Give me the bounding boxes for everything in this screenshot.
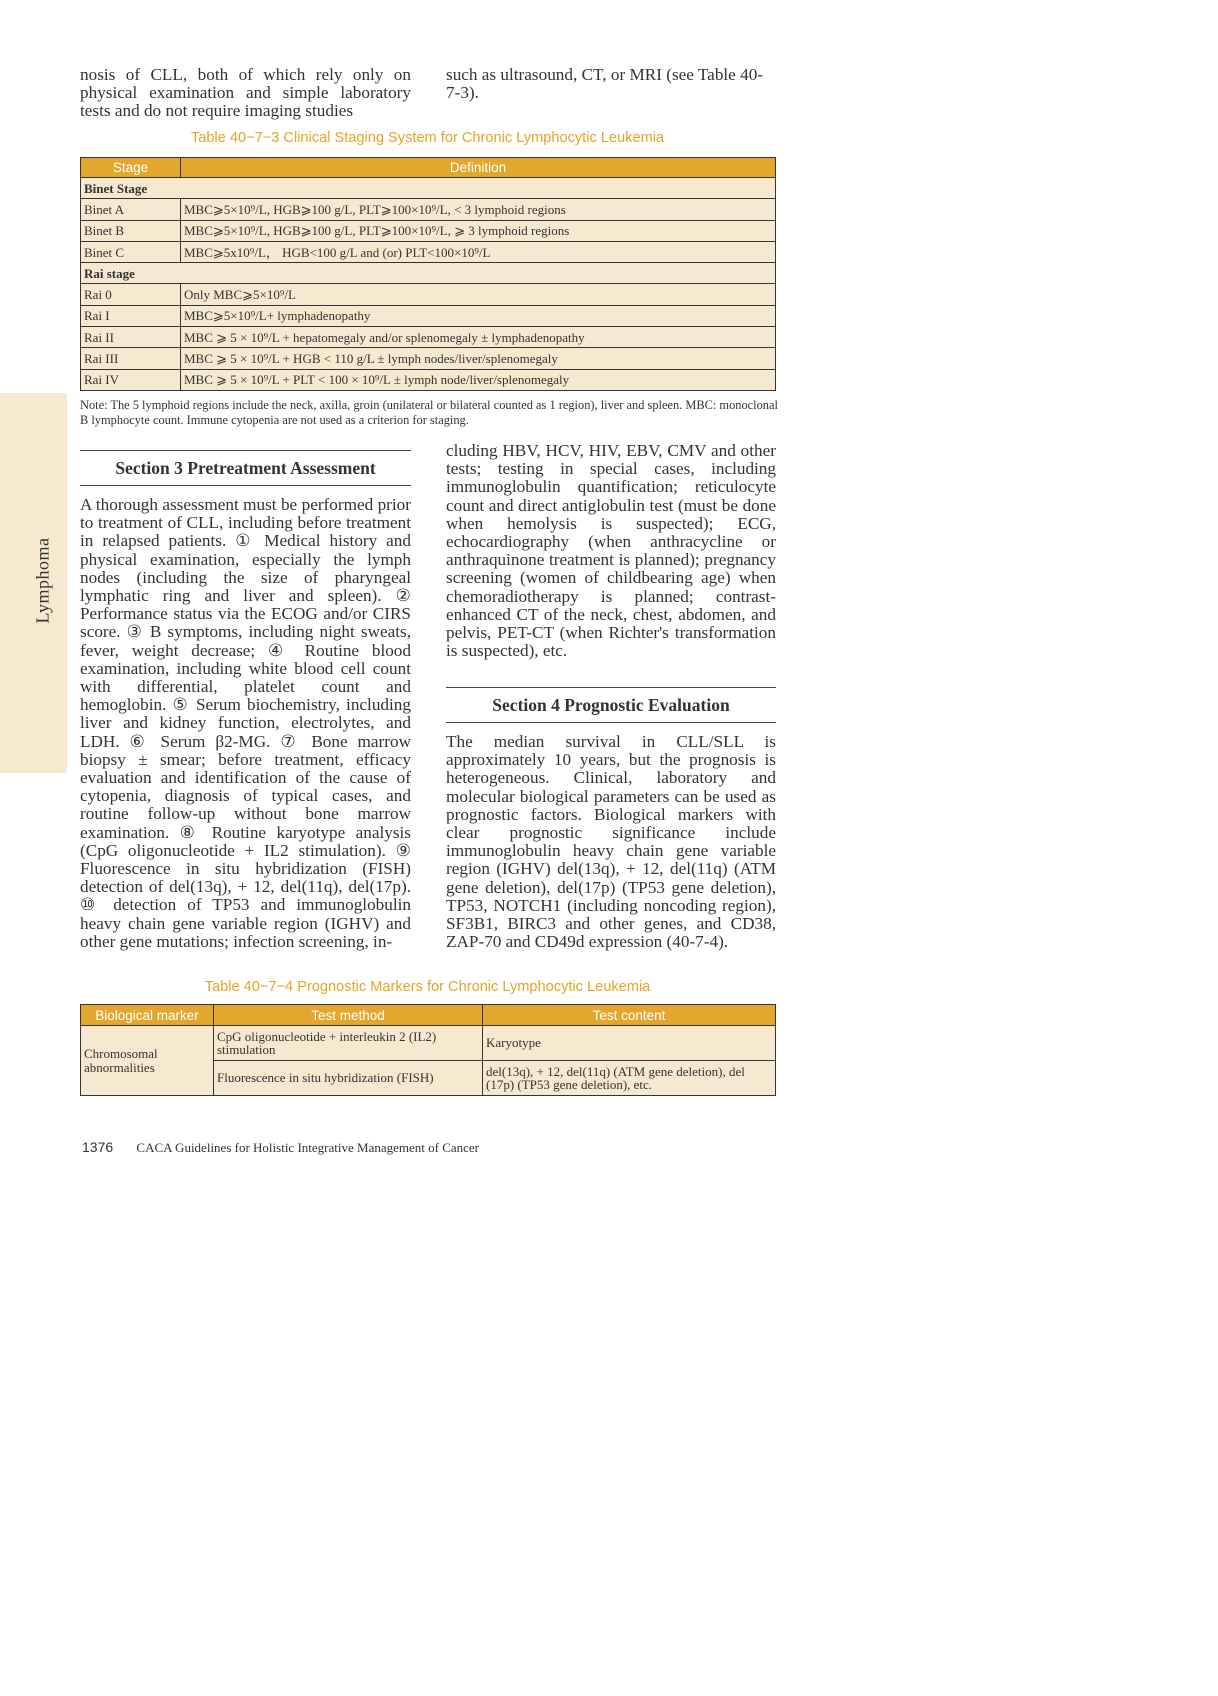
table-header-row <box>81 158 776 178</box>
content-cell: del(13q), + 12, del(11q) (ATM gene deletion), del (17p) (TP53 gene deletion), etc. <box>483 1061 776 1096</box>
prognostic-markers-table <box>80 1004 776 1096</box>
section3-heading: Section 3 Pretreatment Assessment <box>80 450 411 486</box>
table-row <box>81 327 776 348</box>
table-header-row <box>81 1005 776 1026</box>
column-header: Biological marker <box>81 1005 214 1026</box>
stage-cell: Binet C <box>81 241 181 262</box>
top-text-left: nosis of CLL, both of which rely only on physical examination and simple laboratory tests and do not require imaging studies <box>80 65 411 121</box>
table-row <box>81 369 776 390</box>
section3-body-right: cluding HBV, HCV, HIV, EBV, CMV and other tests; testing in special cases, including immunoglobulin quantification; reticulocyte count and direct antiglobulin test (must be done when hemolysis is suspected); ECG, echocardiography (when anthracycline or anthraquinone treatment is planned); pregnancy screening (women of childbearing age) when chemoradiotherapy is planned; contrast-enhanced CT of the neck, chest, abdomen, and pelvis, PET-CT (when Richter's transformation is suspected), etc. <box>446 441 776 661</box>
marker-cell: Chromosomal abnormalities <box>81 1026 214 1096</box>
method-cell: CpG oligonucleotide + interleukin 2 (IL2) stimulation <box>214 1026 483 1061</box>
table-row <box>81 305 776 326</box>
side-tab-label: Lymphoma <box>32 537 53 624</box>
definition-cell: MBC⩾5×10⁹/L, HGB⩾100 g/L, PLT⩾100×10⁹/L, ⩾ 3 lymphoid regions <box>181 220 776 241</box>
staging-table <box>80 157 776 391</box>
definition-cell: Only MBC⩾5×10⁹/L <box>181 284 776 305</box>
table1-caption: Table 40−7−3 Clinical Staging System for Chronic Lymphocytic Leukemia <box>190 130 665 146</box>
stage-cell: Rai IV <box>81 369 181 390</box>
book-title: CACA Guidelines for Holistic Integrative Management of Cancer <box>136 1140 480 1155</box>
top-text-right: such as ultrasound, CT, or MRI (see Table 40-7-3). <box>446 65 764 103</box>
section4-body: The median survival in CLL/SLL is approximately 10 years, but the prognosis is heterogeneous. Clinical, laboratory and molecular biological parameters can be used as prognostic factors. Biological markers with clear prognostic significance include immunoglobulin heavy chain gene variable region (IGHV) del(13q), + 12, del(11q) (ATM gene deletion), del(17p) (TP53 gene deletion), TP53, NOTCH1 (including noncoding region), SF3B1, BIRC3 and other genes, and CD38, ZAP-70 and CD49d expression (40-7-4). <box>446 732 776 952</box>
table-row <box>81 284 776 305</box>
table-row <box>81 348 776 369</box>
definition-cell: MBC⩾5×10⁹/L, HGB⩾100 g/L, PLT⩾100×10⁹/L, < 3 lymphoid regions <box>181 199 776 220</box>
section4-heading: Section 4 Prognostic Evaluation <box>446 687 776 723</box>
page-number: 1376 <box>82 1139 114 1155</box>
group-label: Rai stage <box>81 263 776 284</box>
stage-cell: Binet A <box>81 199 181 220</box>
stage-cell: Rai I <box>81 305 181 326</box>
definition-cell: MBC ⩾ 5 × 10⁹/L + PLT < 100 × 10⁹/L ± lymph node/liver/splenomegaly <box>181 369 776 390</box>
section3-body-left: A thorough assessment must be performed prior to treatment of CLL, including before treatment in relapsed patients. ① Medical history and physical examination, especially the lymph nodes (including the size of pharyngeal lymphatic ring and liver and spleen). ② Performance status via the ECOG and/or CIRS score. ③ B symptoms, including night sweats, fever, weight decrease; ④ Routine blood examination, including white blood cell count with differential, platelet count and hemoglobin. ⑤ Serum biochemistry, including liver and kidney function, electrolytes, and LDH. ⑥ Serum β2-MG. ⑦ Bone marrow biopsy ± smear; before treatment, efficacy evaluation and identification of the cause of cytopenia, diagnosis of typical cases, and routine follow-up without bone marrow examination. ⑧ Routine karyotype analysis (CpG oligonucleotide + IL2 stimulation). ⑨ Fluorescence in situ hybridization (FISH) detection of del(13q), + 12, del(11q), del(17p). ⑩ detection of TP53 and immunoglobulin heavy chain gene variable region (IGHV) and other gene mutations; infection screening, in- <box>80 495 411 951</box>
group-label: Binet Stage <box>81 178 776 199</box>
table-row <box>81 199 776 220</box>
column-header: Test method <box>214 1005 483 1026</box>
stage-cell: Binet B <box>81 220 181 241</box>
definition-cell: MBC ⩾ 5 × 10⁹/L + hepatomegaly and/or splenomegaly ± lymphadenopathy <box>181 327 776 348</box>
stage-cell: Rai 0 <box>81 284 181 305</box>
column-header: Test content <box>483 1005 776 1026</box>
group-row <box>81 178 776 199</box>
method-cell: Fluorescence in situ hybridization (FISH) <box>214 1061 483 1096</box>
table-row <box>81 1026 776 1061</box>
table2-caption: Table 40−7−4 Prognostic Markers for Chronic Lymphocytic Leukemia <box>204 979 651 995</box>
group-row <box>81 263 776 284</box>
page-footer <box>82 1139 479 1156</box>
table-row <box>81 241 776 262</box>
table1-note: Note: The 5 lymphoid regions include the neck, axilla, groin (unilateral or bilateral counted as 1 region), liver and spleen. MBC: monoclonal B lymphocyte count. Immune cytopenia are not used as a criterion for staging. <box>80 398 778 427</box>
definition-cell: MBC⩾5x10⁹/L， HGB<100 g/L and (or) PLT<100×10⁹/L <box>181 241 776 262</box>
content-cell: Karyotype <box>483 1026 776 1061</box>
table-row <box>81 220 776 241</box>
stage-cell: Rai II <box>81 327 181 348</box>
column-header: Definition <box>181 158 776 178</box>
stage-cell: Rai III <box>81 348 181 369</box>
definition-cell: MBC⩾5×10⁹/L+ lymphadenopathy <box>181 305 776 326</box>
column-header: Stage <box>81 158 181 178</box>
definition-cell: MBC ⩾ 5 × 10⁹/L + HGB < 110 g/L ± lymph nodes/liver/splenomegaly <box>181 348 776 369</box>
